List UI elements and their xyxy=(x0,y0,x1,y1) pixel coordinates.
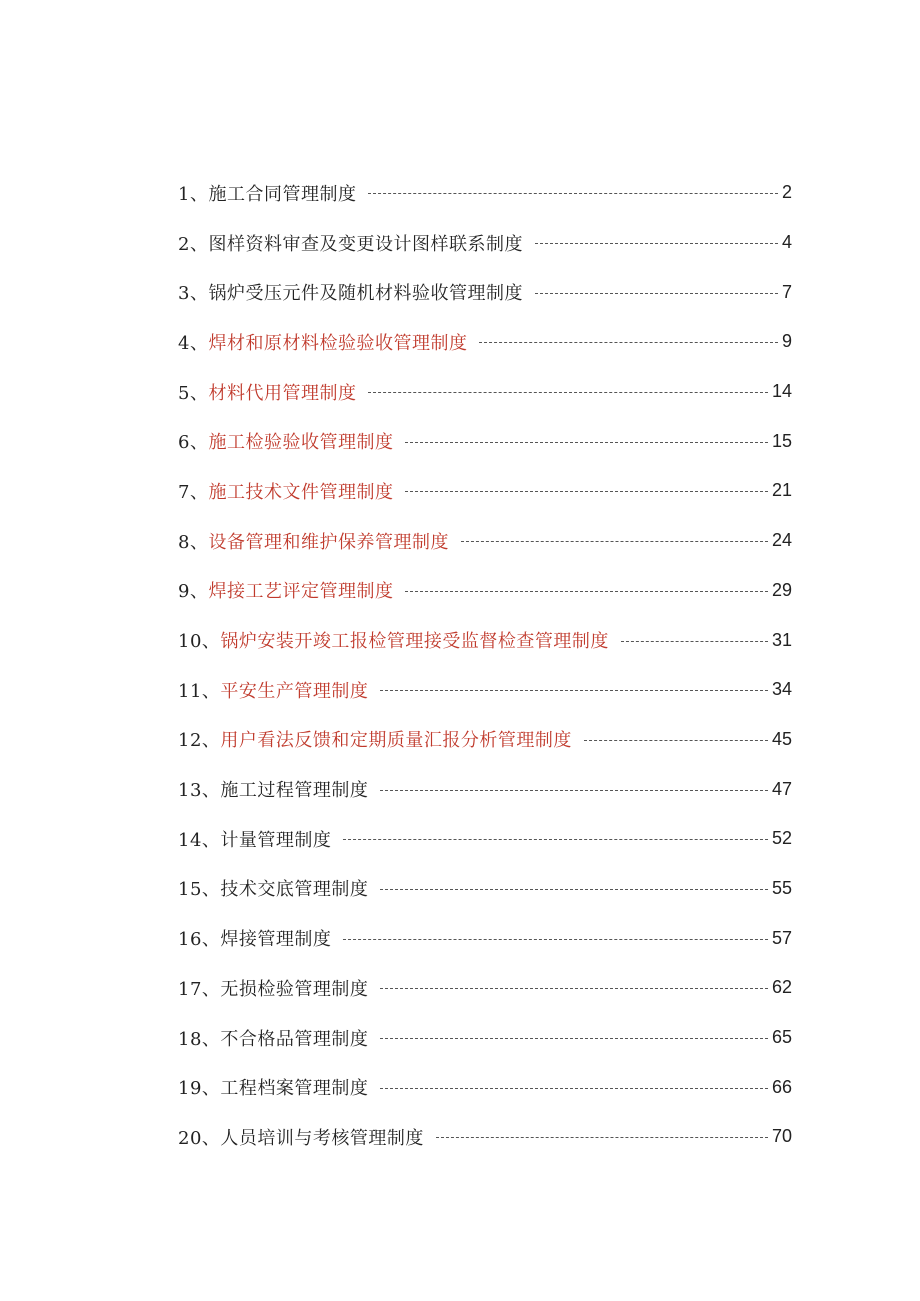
toc-dot-leader xyxy=(368,193,778,194)
toc-dot-leader xyxy=(343,839,768,840)
toc-entry-number: 5、 xyxy=(178,382,209,404)
toc-entry-title: 材料代用管理制度 xyxy=(208,382,357,404)
toc-entry-title: 计量管理制度 xyxy=(220,829,332,851)
toc-entry-title: 施工过程管理制度 xyxy=(220,780,369,802)
toc-dot-leader xyxy=(405,591,768,592)
toc-entry[interactable] xyxy=(178,665,792,715)
toc-entry[interactable] xyxy=(178,168,792,218)
toc-entry-number: 11、 xyxy=(178,680,221,702)
toc-entry-page-number: 57 xyxy=(771,927,792,948)
toc-entry-title: 锅炉安装开竣工报检管理接受监督检查管理制度 xyxy=(220,631,609,653)
toc-entry-number: 2、 xyxy=(178,233,209,255)
toc-entry-number: 1、 xyxy=(178,183,209,205)
toc-entry[interactable] xyxy=(178,1062,792,1112)
toc-entry[interactable] xyxy=(178,864,792,914)
toc-entry-title: 设备管理和维护保养管理制度 xyxy=(208,531,449,553)
toc-dot-leader xyxy=(535,293,778,294)
toc-dot-leader xyxy=(380,1088,768,1089)
table-of-contents xyxy=(178,168,792,1162)
toc-entry-number: 6、 xyxy=(178,432,209,454)
toc-entry-title: 锅炉受压元件及随机材料验收管理制度 xyxy=(208,283,523,305)
toc-dot-leader xyxy=(584,740,768,741)
toc-entry[interactable] xyxy=(178,566,792,616)
toc-entry-title: 焊接管理制度 xyxy=(220,929,332,951)
toc-entry[interactable] xyxy=(178,1112,792,1162)
toc-entry-title: 平安生产管理制度 xyxy=(220,680,369,702)
toc-entry-page-number: 14 xyxy=(771,381,792,402)
toc-entry-title: 图样资料审查及变更设计图样联系制度 xyxy=(208,233,523,255)
toc-entry-title: 人员培训与考核管理制度 xyxy=(220,1127,424,1149)
toc-entry-title: 工程档案管理制度 xyxy=(220,1078,369,1100)
toc-entry-page-number: 34 xyxy=(771,679,792,700)
toc-entry-title: 技术交底管理制度 xyxy=(220,879,369,901)
toc-entry-title: 焊接工艺评定管理制度 xyxy=(208,581,394,603)
toc-entry-number: 10、 xyxy=(178,631,221,653)
toc-entry-page-number: 15 xyxy=(771,430,792,451)
toc-entry[interactable] xyxy=(178,416,792,466)
toc-entry-number: 9、 xyxy=(178,581,209,603)
toc-dot-leader xyxy=(405,442,768,443)
toc-entry-page-number: 9 xyxy=(781,331,792,352)
toc-entry-page-number: 2 xyxy=(781,182,792,203)
toc-entry[interactable] xyxy=(178,267,792,317)
toc-dot-leader xyxy=(405,491,768,492)
toc-entry-title: 施工技术文件管理制度 xyxy=(208,481,394,503)
toc-entry-number: 3、 xyxy=(178,283,209,305)
toc-entry-page-number: 31 xyxy=(771,629,792,650)
toc-entry[interactable] xyxy=(178,1013,792,1063)
toc-entry[interactable] xyxy=(178,764,792,814)
toc-entry-page-number: 21 xyxy=(771,480,792,501)
toc-dot-leader xyxy=(380,1038,768,1039)
toc-dot-leader xyxy=(380,988,768,989)
toc-entry-page-number: 4 xyxy=(781,232,792,253)
toc-entry-page-number: 55 xyxy=(771,877,792,898)
toc-entry-number: 20、 xyxy=(178,1127,221,1149)
toc-entry-page-number: 7 xyxy=(781,281,792,302)
toc-entry-title: 不合格品管理制度 xyxy=(220,1028,369,1050)
toc-entry-page-number: 47 xyxy=(771,778,792,799)
toc-entry-number: 15、 xyxy=(178,879,221,901)
toc-dot-leader xyxy=(436,1137,768,1138)
toc-entry[interactable] xyxy=(178,715,792,765)
toc-entry[interactable] xyxy=(178,913,792,963)
toc-entry-page-number: 29 xyxy=(771,579,792,600)
toc-entry-number: 7、 xyxy=(178,481,209,503)
toc-entry-page-number: 24 xyxy=(771,530,792,551)
toc-entry-title: 无损检验管理制度 xyxy=(220,978,369,1000)
toc-entry-title: 施工合同管理制度 xyxy=(208,183,357,205)
toc-dot-leader xyxy=(380,889,768,890)
toc-entry[interactable] xyxy=(178,516,792,566)
toc-entry-page-number: 62 xyxy=(771,977,792,998)
toc-entry-title: 焊材和原材料检验验收管理制度 xyxy=(208,332,468,354)
toc-entry-number: 8、 xyxy=(178,531,209,553)
toc-dot-leader xyxy=(343,939,768,940)
toc-entry[interactable] xyxy=(178,367,792,417)
toc-dot-leader xyxy=(380,690,768,691)
toc-entry-number: 17、 xyxy=(178,978,221,1000)
toc-entry-page-number: 45 xyxy=(771,728,792,749)
toc-dot-leader xyxy=(621,641,768,642)
toc-entry-number: 13、 xyxy=(178,780,221,802)
toc-entry-number: 14、 xyxy=(178,829,221,851)
toc-entry-title: 用户看法反馈和定期质量汇报分析管理制度 xyxy=(220,730,572,752)
toc-dot-leader xyxy=(479,342,778,343)
toc-entry-page-number: 52 xyxy=(771,828,792,849)
toc-entry-number: 12、 xyxy=(178,730,221,752)
toc-entry-page-number: 65 xyxy=(771,1027,792,1048)
toc-entry-title: 施工检验验收管理制度 xyxy=(208,432,394,454)
toc-entry[interactable] xyxy=(178,615,792,665)
toc-entry-number: 19、 xyxy=(178,1078,221,1100)
toc-entry[interactable] xyxy=(178,466,792,516)
toc-entry[interactable] xyxy=(178,814,792,864)
toc-entry-page-number: 70 xyxy=(771,1126,792,1147)
toc-entry-page-number: 66 xyxy=(771,1076,792,1097)
toc-entry-number: 4、 xyxy=(178,332,209,354)
toc-entry[interactable] xyxy=(178,963,792,1013)
toc-dot-leader xyxy=(461,541,768,542)
toc-dot-leader xyxy=(535,243,778,244)
toc-entry-number: 18、 xyxy=(178,1028,221,1050)
toc-dot-leader xyxy=(380,790,768,791)
toc-entry-number: 16、 xyxy=(178,929,221,951)
toc-entry[interactable] xyxy=(178,218,792,268)
toc-dot-leader xyxy=(368,392,768,393)
toc-entry[interactable] xyxy=(178,317,792,367)
